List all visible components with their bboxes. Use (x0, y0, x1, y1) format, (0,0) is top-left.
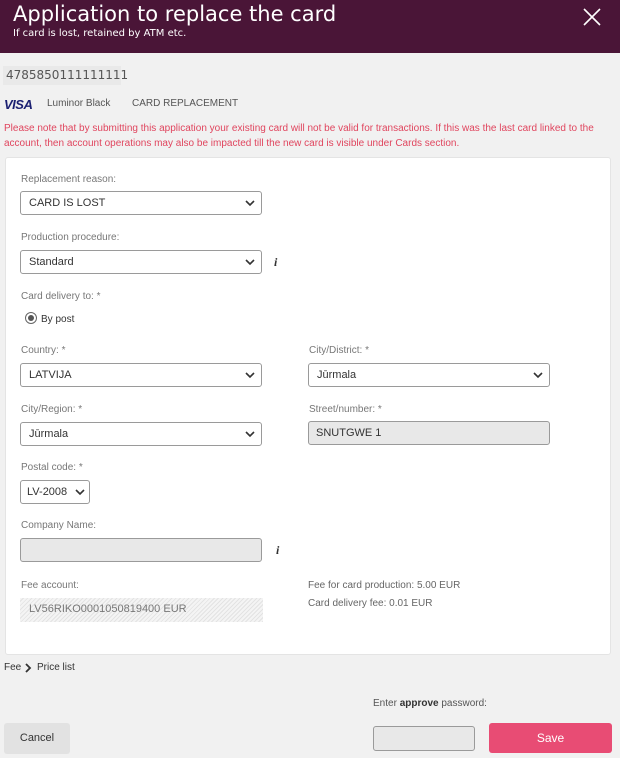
password-input[interactable] (373, 726, 475, 751)
info-icon[interactable]: i (274, 255, 278, 269)
production-procedure-select[interactable] (20, 250, 262, 274)
card-delivery-label: Card delivery to: * (21, 291, 101, 302)
save-button[interactable]: Save (489, 723, 612, 753)
fee-delivery-text: Card delivery fee: 0.01 EUR (308, 598, 433, 609)
fee-account-label: Fee account: (21, 580, 79, 591)
chevron-right-icon (24, 663, 32, 673)
warning-message: Please note that by submitting this application your existing card will not be valid for transactions. If this was the last card linked to the account, then account operations may also be impacted till the new card is visible under Cards section. (4, 123, 594, 149)
card-type: CARD REPLACEMENT (132, 98, 239, 109)
by-post-radio[interactable] (25, 312, 37, 324)
city-region-select[interactable] (20, 422, 262, 446)
cancel-button[interactable]: Cancel (4, 723, 70, 754)
chevron-down-icon (245, 370, 255, 380)
street-field[interactable]: SNUTGWE 1 (308, 421, 550, 445)
page-title: Application to replace the card (13, 2, 337, 26)
modal-header (0, 0, 620, 53)
replacement-reason-select[interactable] (20, 191, 262, 215)
country-label: Country: * (21, 345, 66, 356)
chevron-down-icon (245, 257, 255, 267)
country-value: LATVIJA (29, 369, 72, 381)
by-post-label: By post (41, 314, 75, 325)
replacement-reason-label: Replacement reason: (21, 174, 117, 185)
card-number: 4785850111111111 (3, 66, 121, 85)
company-name-field[interactable] (20, 538, 262, 562)
chevron-down-icon (533, 370, 543, 380)
fee-label: Fee (4, 662, 22, 673)
country-select[interactable] (20, 363, 262, 387)
street-label: Street/number: * (309, 404, 382, 415)
info-icon[interactable]: i (276, 543, 280, 557)
postal-code-value: LV-2008 (27, 486, 68, 498)
city-region-value: Jūrmala (29, 428, 69, 440)
page-subtitle: If card is lost, retained by ATM etc. (13, 28, 187, 39)
postal-code-label: Postal code: * (21, 462, 83, 473)
city-district-value: Jūrmala (317, 369, 357, 381)
password-label: Enter approve password: (373, 698, 487, 709)
chevron-down-icon (75, 487, 85, 497)
company-name-label: Company Name: (21, 520, 97, 531)
city-district-label: City/District: * (309, 345, 369, 356)
card-name: Luminor Black (47, 98, 111, 109)
close-icon[interactable] (580, 5, 604, 29)
chevron-down-icon (245, 198, 255, 208)
fee-production-text: Fee for card production: 5.00 EUR (308, 580, 461, 591)
postal-code-select[interactable] (20, 480, 90, 504)
chevron-down-icon (245, 429, 255, 439)
replacement-reason-value: CARD IS LOST (29, 197, 106, 209)
production-procedure-value: Standard (29, 256, 74, 268)
city-region-label: City/Region: * (21, 404, 83, 415)
visa-logo-icon: VISA (4, 97, 33, 112)
city-district-select[interactable] (308, 363, 550, 387)
price-list-link[interactable]: Price list (37, 662, 75, 673)
production-procedure-label: Production procedure: (21, 232, 120, 243)
fee-account-field: LV56RIKO0001050819400 EUR (20, 598, 263, 622)
